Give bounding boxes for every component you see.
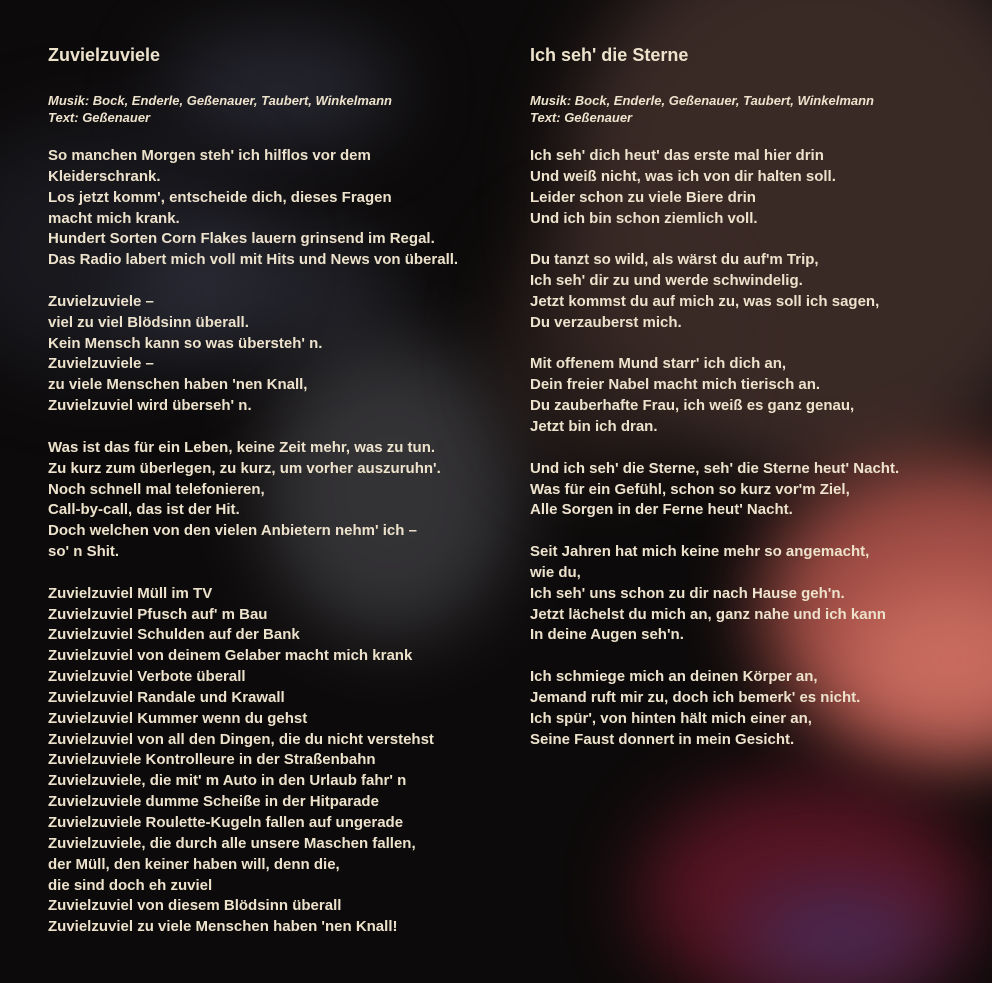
stanza-break [530,229,980,250]
lyric-line: Zu kurz zum überlegen, zu kurz, um vorher auszuruhn'. [48,459,441,477]
lyric-line: Zuvielzuviel von deinem Gelaber macht mich krank [48,647,413,665]
music-credit: Musik: Bock, Enderle, Geßenauer, Taubert, Winkelmann [48,93,392,108]
lyric-line: Doch welchen von den vielen Anbietern nehm' ich – [48,522,417,540]
lyric-line: Jetzt lächelst du mich an, ganz nahe und ich kann [530,605,886,623]
lyric-line: Zuvielzuviel wird überseh' n. [48,397,252,415]
stanza-break [530,646,980,667]
lyric-line: Zuvielzuviel zu viele Menschen haben 'nen Knall! [48,918,398,936]
music-credit: Musik: Bock, Enderle, Geßenauer, Taubert, Winkelmann [530,93,874,108]
lyric-line: Kleiderschrank. [48,167,161,185]
lyric-line: Zuvielzuviele – [48,292,154,310]
lyric-line: Ich seh' dir zu und werde schwindelig. [530,272,803,290]
lyric-line: Zuvielzuviel von all den Dingen, die du nicht verstehst [48,730,434,748]
lyric-line: Noch schnell mal telefonieren, [48,480,265,498]
lyric-line: Call-by-call, das ist der Hit. [48,501,240,519]
lyric-line: wie du, [530,563,581,581]
lyric-line: Jetzt kommst du auf mich zu, was soll ich sagen, [530,292,880,310]
lyric-line: Zuvielzuviele, die durch alle unsere Maschen fallen, [48,834,416,852]
lyric-line: Los jetzt komm', entscheide dich, dieses Fragen [48,188,392,206]
stanza-break [48,417,518,438]
lyric-line: Ich spür', von hinten hält mich einer an, [530,709,812,727]
lyric-line: Mit offenem Mund starr' ich dich an, [530,355,787,373]
lyric-line: Zuvielzuviele Kontrolleure in der Straßenbahn [48,751,376,769]
lyric-line: Was für ein Gefühl, schon so kurz vor'm Ziel, [530,480,850,498]
song-title: Zuvielzuviele [48,45,161,65]
lyric-line: Alle Sorgen in der Ferne heut' Nacht. [530,501,793,519]
lyric-line: Zuvielzuviel von diesem Blödsinn überall [48,897,342,915]
song-column-right [530,44,980,750]
lyrics [530,146,980,750]
lyric-line: Ich seh' uns schon zu dir nach Hause geh'n. [530,584,845,602]
lyric-line: Seine Faust donnert in mein Gesicht. [530,730,795,748]
lyric-line: Ich seh' dich heut' das erste mal hier drin [530,147,824,164]
lyric-line: So manchen Morgen steh' ich hilflos vor dem [48,147,371,164]
lyric-line: Seit Jahren hat mich keine mehr so angemacht, [530,543,870,561]
song-column-left [48,44,518,938]
lyric-line: Ich schmiege mich an deinen Körper an, [530,668,818,686]
lyric-line: Zuvielzuviel Verbote überall [48,668,246,686]
lyric-line: Du zauberhafte Frau, ich weiß es ganz genau, [530,397,855,415]
lyric-line: Zuvielzuviel Schulden auf der Bank [48,626,300,644]
lyrics [48,146,518,938]
lyric-line: Zuvielzuviel Pfusch auf' m Bau [48,605,268,623]
stanza-break [48,563,518,584]
song-credits [48,92,518,126]
lyric-line: Und ich bin schon ziemlich voll. [530,209,758,227]
lyric-line: Zuvielzuviele, die mit' m Auto in den Urlaub fahr' n [48,772,407,790]
lyric-line: Jetzt bin ich dran. [530,417,658,435]
stanza-break [48,271,518,292]
lyric-line: Zuvielzuviel Kummer wenn du gehst [48,709,308,727]
lyric-line: In deine Augen seh'n. [530,626,684,644]
lyric-line: Und ich seh' die Sterne, seh' die Sterne heut' Nacht. [530,459,900,477]
song-title: Ich seh' die Sterne [530,45,689,65]
lyric-line: Du verzauberst mich. [530,313,682,331]
lyric-line: der Müll, den keiner haben will, denn die, [48,855,340,873]
lyric-line: Hundert Sorten Corn Flakes lauern grinsend im Regal. [48,230,435,248]
lyric-line: zu viele Menschen haben 'nen Knall, [48,376,308,394]
lyric-line: Kein Mensch kann so was übersteh' n. [48,334,323,352]
stanza-break [530,521,980,542]
stanza-break [530,334,980,355]
lyric-line: die sind doch eh zuviel [48,876,213,894]
text-credit: Text: Geßenauer [530,110,633,125]
lyric-line: Was ist das für ein Leben, keine Zeit mehr, was zu tun. [48,438,436,456]
text-credit: Text: Geßenauer [48,110,151,125]
lyric-line: Zuvielzuviele Roulette-Kugeln fallen auf ungerade [48,814,404,831]
lyric-line: Leider schon zu viele Biere drin [530,188,756,206]
lyric-line: Zuvielzuviele – [48,355,154,373]
stanza-break [530,438,980,459]
lyric-line: Dein freier Nabel macht mich tierisch an. [530,376,821,394]
lyric-line: Du tanzt so wild, als wärst du auf'm Trip, [530,251,819,269]
song-credits [530,92,980,126]
lyric-line: Und weiß nicht, was ich von dir halten soll. [530,167,836,185]
lyric-line: Zuvielzuviel Randale und Krawall [48,688,285,706]
lyric-line: Das Radio labert mich voll mit Hits und News von überall. [48,251,459,269]
lyric-line: Zuvielzuviele dumme Scheiße in der Hitparade [48,793,379,811]
lyric-line: Jemand ruft mir zu, doch ich bemerk' es nicht. [530,688,861,706]
background-blur [740,890,940,980]
lyric-line: viel zu viel Blödsinn überall. [48,313,249,331]
lyric-line: macht mich krank. [48,209,180,227]
lyric-line: Zuvielzuviel Müll im TV [48,584,213,602]
lyric-line: so' n Shit. [48,543,120,561]
